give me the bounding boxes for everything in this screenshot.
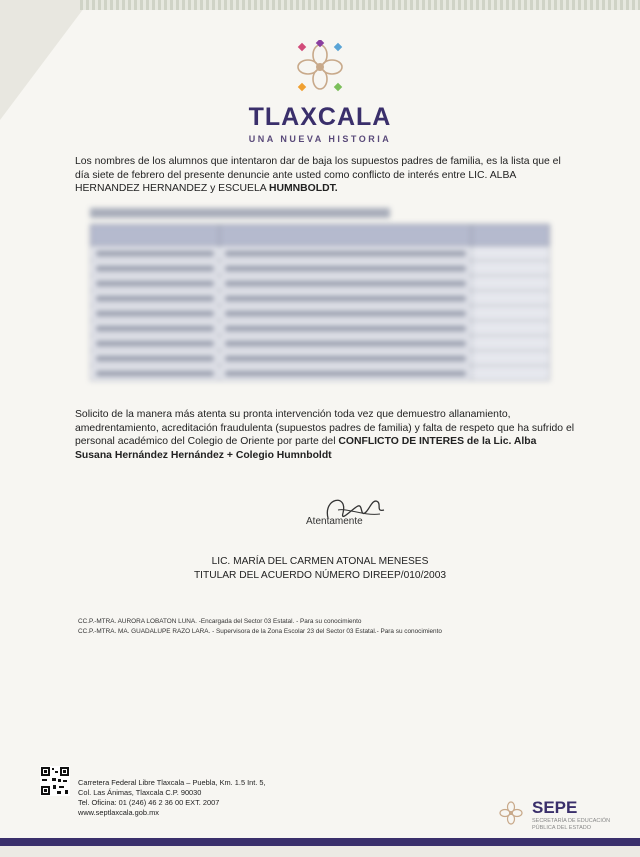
signer-block — [0, 555, 640, 583]
footer-background — [0, 846, 640, 857]
sepe-flower-icon — [498, 800, 524, 826]
address-line: Tel. Oficina: 01 (246) 46 2 36 00 EXT. 2007 — [78, 798, 220, 807]
footer-bar — [0, 838, 640, 846]
redacted-table — [90, 224, 550, 381]
redacted-student-table — [90, 208, 550, 386]
cc-line: CC.P.-MTRA. AURORA LOBATON LUNA. -Encargada del Sector 03 Estatal. - Para su conocimiento — [78, 618, 362, 625]
signer-name: LIC. MARÍA DEL CARMEN ATONAL MENESES — [211, 556, 429, 567]
brand-tagline: UNA NUEVA HISTORIA — [248, 134, 392, 144]
tlaxcala-flower-icon — [293, 40, 347, 94]
table-header-row — [91, 225, 550, 246]
request-text: Solicito de la manera más atenta su pronta intervención toda vez que demuestro allanamiento, amedrentamiento, acreditación fraudulenta (supuestos padres de familia) y falta de respeto que ha sufrido el personal académico del Colegio de Oriente por parte del — [75, 409, 575, 448]
intro-text: Los nombres de los alumnos que intentaron dar de baja los supuestos padres de familia, es la lista que el día siete de febrero del presente denuncie ante usted como conflicto de interés entre LIC. ALBA HERNANDEZ HERNANDEZ y ESCUELA — [75, 156, 561, 195]
cc-line: CC.P.-MTRA. MA. GUADALUPE RAZO LARA. - Supervisora de la Zona Escolar 23 del Sector 03 Estatal.- Para su conocimiento — [78, 628, 442, 635]
paragraph-request — [75, 408, 575, 462]
signer-role: TITULAR DEL ACUERDO NÚMERO DIREEP/010/2003 — [193, 570, 447, 581]
sepe-subtitle: SECRETARÍA DE EDUCACIÓN PÚBLICA DEL ESTADO — [532, 818, 611, 831]
request-conflict-text: CONFLICTO DE INTERES de la Lic. Alba Susana Hernández Hernández + Colegio Humnboldt — [75, 436, 537, 461]
brand-title: TLAXCALA — [248, 103, 392, 131]
background-strip — [80, 0, 640, 10]
footer-address — [78, 778, 266, 818]
paragraph-intro — [75, 155, 575, 196]
table-row — [91, 291, 550, 306]
table-caption-redacted — [90, 208, 390, 218]
address-line: Col. Las Ánimas, Tlaxcala C.P. 90030 — [78, 788, 202, 797]
address-line: Carretera Federal Libre Tlaxcala – Puebla, Km. 1.5 Int. 5, — [78, 778, 266, 787]
table-row — [91, 306, 550, 321]
sepe-title: SEPE — [532, 798, 578, 817]
intro-school-name: HUMNBOLDT. — [269, 183, 338, 195]
table-row — [91, 351, 550, 366]
table-row — [91, 336, 550, 351]
table-row — [91, 366, 550, 381]
header-logo — [0, 40, 640, 144]
table-row — [91, 261, 550, 276]
address-line: www.septlaxcala.gob.mx — [78, 808, 159, 817]
sepe-logo-text — [532, 798, 612, 832]
table-row — [91, 276, 550, 291]
table-row — [91, 246, 550, 261]
qr-code-icon — [40, 766, 70, 796]
closing-text: Atentamente — [306, 516, 363, 527]
table-row — [91, 321, 550, 336]
